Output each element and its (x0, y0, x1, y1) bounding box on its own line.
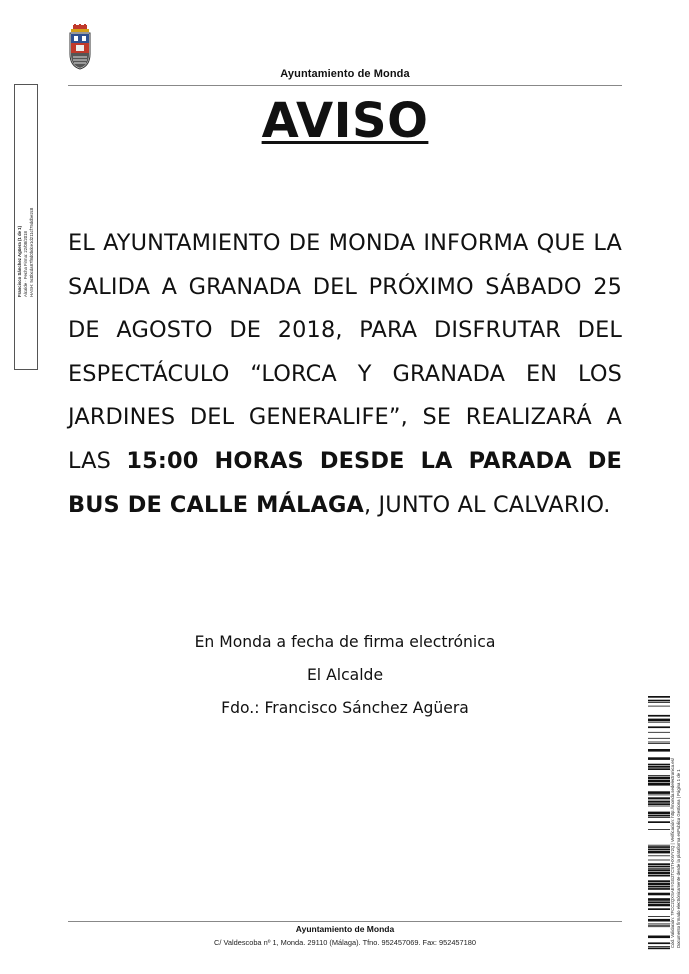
closing-block (68, 626, 622, 725)
signature-hash: HASH: 5c0bcda87f8d0bdce1d211cf75ddbe2c8 (29, 207, 34, 297)
electronic-signature-stamp (14, 84, 38, 370)
closing-role: El Alcalde (306, 666, 384, 684)
signature-date: Alcalde · Fecha Firma: 22/08/2018 (23, 231, 28, 297)
notice-text: EL AYUNTAMIENTO DE MONDA INFORMA QUE LA SALIDA A GRANADA DEL PRÓXIMO SÁBADO 25 DE AGOSTO DE 2018, PARA DISFRUTAR DEL ESPECTÁCULO “LORCA Y GRANADA EN LOS JARDINES DEL GENERALIFE”, SE REALIZARÁ A LAS (68, 230, 622, 474)
document-title: AVISO (261, 93, 429, 149)
notice-time-location: 15:00 HORAS DESDE LA PARADA DE BUS DE CALLE MÁLAGA (68, 447, 622, 518)
title-container (68, 93, 622, 149)
notice-tail: , JUNTO AL CALVARIO. (364, 491, 611, 518)
verification-text-block (671, 696, 687, 952)
signature-signer: Francisco Sánchez Agüera (1 de 1) (17, 225, 22, 297)
closing-place: En Monda a fecha de firma electrónica (194, 633, 496, 651)
footer-divider (68, 921, 622, 922)
notice-body (68, 222, 622, 527)
footer-address: C/ Valdescoba nº 1, Monda. 29110 (Málaga). Tfno. 952457069. Fax: 952457180 (214, 938, 476, 947)
header-divider (68, 85, 622, 86)
verification-barcode (648, 696, 670, 952)
closing-signature: Fdo.: Francisco Sánchez Agüera (221, 699, 469, 717)
coat-of-arms-logo (68, 24, 92, 70)
verification-code: Cód. Validación: 7FCC2QXSAEYGG2TCSTHXWY2Q | Verificación: http://monda.sedelectronica.es/ (670, 758, 675, 948)
footer-organization: Ayuntamiento de Monda (295, 924, 395, 934)
verification-platform: Documento firmado electrónicamente desde la plataforma esPublico Gestiona | Página 1 de 1 (676, 769, 681, 948)
header-organization: Ayuntamiento de Monda (280, 68, 410, 80)
